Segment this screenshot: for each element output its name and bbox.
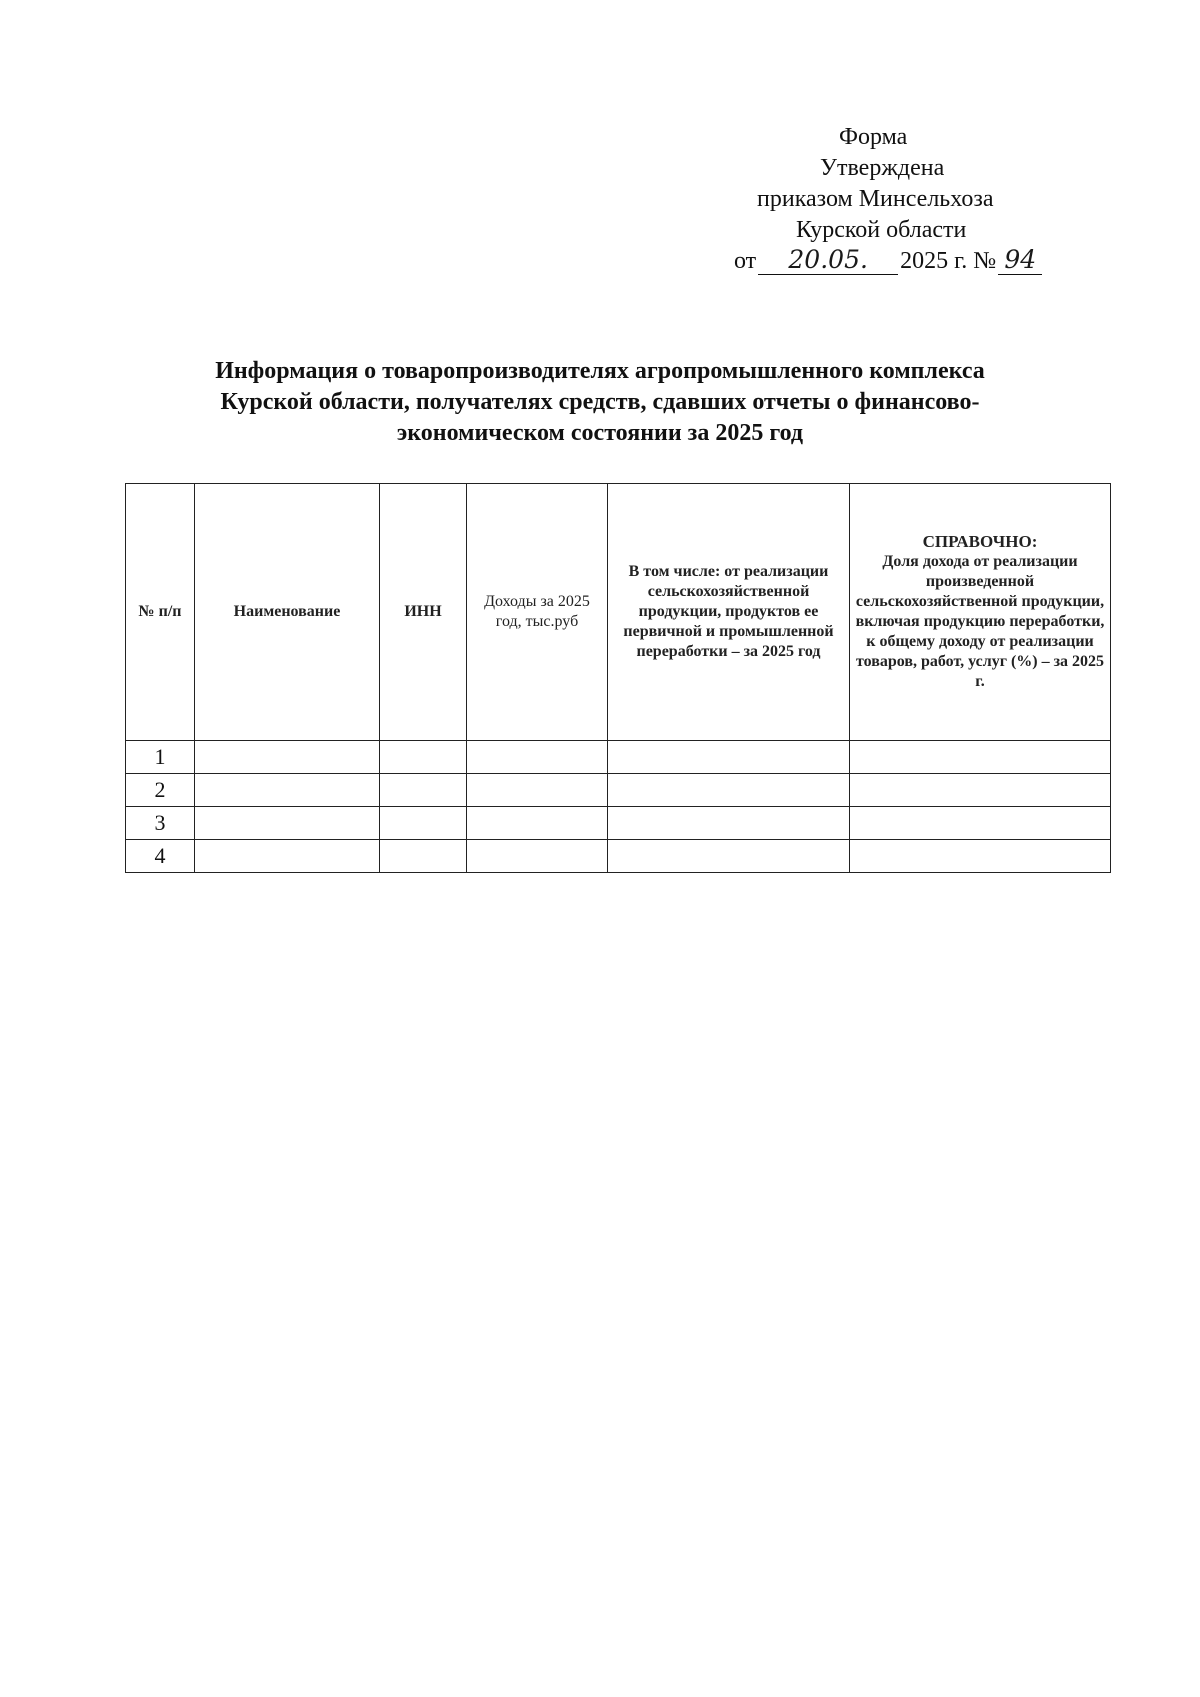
table-header-row	[126, 484, 1111, 741]
from-prefix: от	[734, 248, 757, 274]
header-reference-lead: СПРАВОЧНО:	[922, 532, 1038, 551]
year-number-label: 2025 г. №	[900, 248, 997, 274]
inn-cell	[380, 774, 467, 807]
table-row	[126, 807, 1111, 840]
table-row	[126, 741, 1111, 774]
name-cell	[195, 741, 380, 774]
reference-cell	[850, 774, 1111, 807]
reference-cell	[850, 741, 1111, 774]
table-row	[126, 774, 1111, 807]
header-inn: ИНН	[380, 484, 467, 741]
incl-cell	[608, 741, 850, 774]
name-cell	[195, 807, 380, 840]
title-line-2: Курской области, получателях средств, сдавших отчеты о финансово-	[220, 389, 980, 415]
reference-cell	[850, 807, 1111, 840]
inn-cell	[380, 741, 467, 774]
handwritten-number: 94	[998, 246, 1042, 275]
row-num-cell: 3	[126, 807, 195, 840]
inn-cell	[380, 807, 467, 840]
header-reference	[850, 484, 1111, 741]
producers-table	[125, 483, 1111, 873]
row-num-cell: 1	[126, 741, 195, 774]
form-label: Форма	[839, 124, 908, 150]
region-label: Курской области	[796, 217, 967, 243]
order-label: приказом Минсельхоза	[757, 186, 994, 212]
incl-cell	[608, 774, 850, 807]
table-row	[126, 840, 1111, 873]
income-cell	[467, 840, 608, 873]
approved-label: Утверждена	[820, 155, 945, 181]
header-num: № п/п	[126, 484, 195, 741]
inn-cell	[380, 840, 467, 873]
handwritten-date: 20.05.	[758, 246, 898, 275]
reference-cell	[850, 840, 1111, 873]
header-income: Доходы за 2025 год, тыс.руб	[467, 484, 608, 741]
row-num-cell: 4	[126, 840, 195, 873]
income-cell	[467, 741, 608, 774]
incl-cell	[608, 840, 850, 873]
document-title	[120, 356, 1080, 449]
header-reference-body: Доля дохода от реализации произведенной сельскохозяйственной продукции, включая продукцию переработки, к общему доходу от реализации товаров, работ, услуг (%) – за 2025 г.	[855, 553, 1105, 690]
header-name: Наименование	[195, 484, 380, 741]
row-num-cell: 2	[126, 774, 195, 807]
title-line-1: Информация о товаропроизводителях агропромышленного комплекса	[215, 358, 985, 384]
incl-cell	[608, 807, 850, 840]
income-cell	[467, 774, 608, 807]
title-line-3: экономическом состоянии за 2025 год	[396, 420, 804, 446]
approval-block	[700, 122, 1080, 277]
name-cell	[195, 774, 380, 807]
header-incl: В том числе: от реализации сельскохозяйственной продукции, продуктов ее первичной и промышленной переработки – за 2025 год	[608, 484, 850, 741]
income-cell	[467, 807, 608, 840]
order-date-line	[700, 246, 1080, 277]
name-cell	[195, 840, 380, 873]
